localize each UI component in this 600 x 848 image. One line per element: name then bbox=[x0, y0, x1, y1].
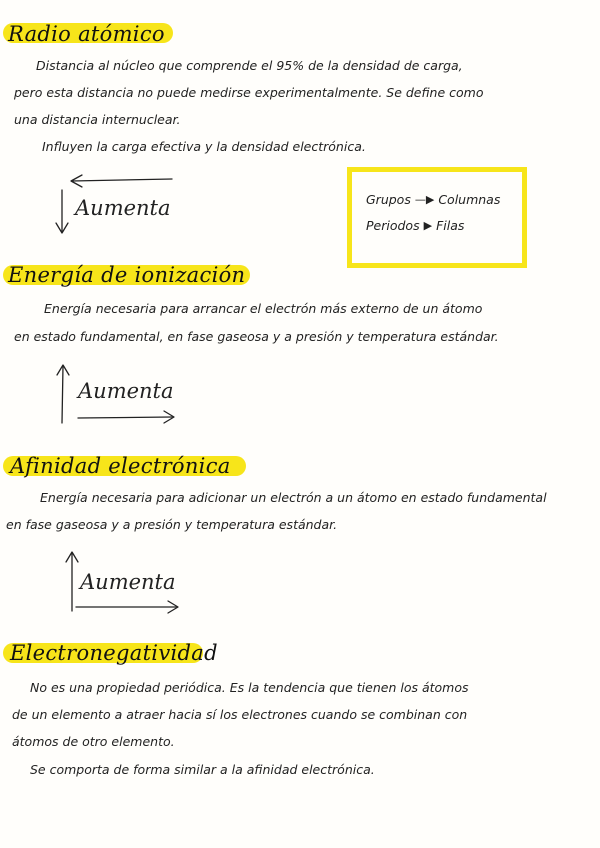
radio-trend-label: Aumenta bbox=[75, 196, 171, 220]
ionizacion-line-2: en estado fundamental, en fase gaseosa y a presión y temperatura estándar. bbox=[14, 329, 499, 344]
afinidad-up-arrow-icon bbox=[66, 552, 78, 611]
afinidad-line-1: Energía necesaria para adicionar un electrón a un átomo en estado fundamental bbox=[40, 490, 547, 505]
radio-line-4: Influyen la carga efectiva y la densidad electrónica. bbox=[42, 139, 366, 154]
arrow-right-icon: —▶ bbox=[414, 193, 435, 206]
box-columns-label: Columnas bbox=[438, 192, 501, 207]
ionizacion-up-arrow-icon bbox=[57, 365, 69, 423]
electroneg-line-2: de un elemento a atraer hacia sí los electrones cuando se combinan con bbox=[12, 707, 468, 722]
radio-left-arrow-icon bbox=[71, 175, 172, 187]
afinidad-trend-label: Aumenta bbox=[80, 570, 176, 594]
section-title-electroneg: Electronegatividad bbox=[10, 641, 218, 665]
afinidad-right-arrow-icon bbox=[76, 601, 178, 613]
radio-line-3: una distancia internuclear. bbox=[14, 112, 181, 127]
afinidad-line-2: en fase gaseosa y a presión y temperatura estándar. bbox=[6, 517, 338, 532]
arrow-right-icon: ▶ bbox=[423, 219, 433, 232]
ionizacion-trend-label: Aumenta bbox=[78, 379, 174, 403]
electroneg-line-1: No es una propiedad periódica. Es la tendencia que tienen los átomos bbox=[30, 680, 469, 695]
box-periods-label: Periodos bbox=[366, 218, 420, 233]
radio-down-arrow-icon bbox=[56, 190, 68, 233]
section-title-radio: Radio atómico bbox=[8, 22, 165, 46]
box-rows-label: Filas bbox=[436, 218, 465, 233]
ionizacion-right-arrow-icon bbox=[78, 411, 174, 423]
radio-line-2: pero esta distancia no puede medirse experimentalmente. Se define como bbox=[14, 85, 484, 100]
electroneg-line-4: Se comporta de forma similar a la afinidad electrónica. bbox=[30, 762, 375, 777]
box-groups-label: Grupos bbox=[366, 192, 411, 207]
section-title-afinidad: Afinidad electrónica bbox=[10, 454, 231, 478]
ionizacion-line-1: Energía necesaria para arrancar el electrón más externo de un átomo bbox=[44, 301, 483, 316]
radio-line-1: Distancia al núcleo que comprende el 95% de la densidad de carga, bbox=[36, 58, 463, 73]
section-title-ionizacion: Energía de ionización bbox=[8, 263, 246, 287]
electroneg-line-3: átomos de otro elemento. bbox=[12, 734, 175, 749]
